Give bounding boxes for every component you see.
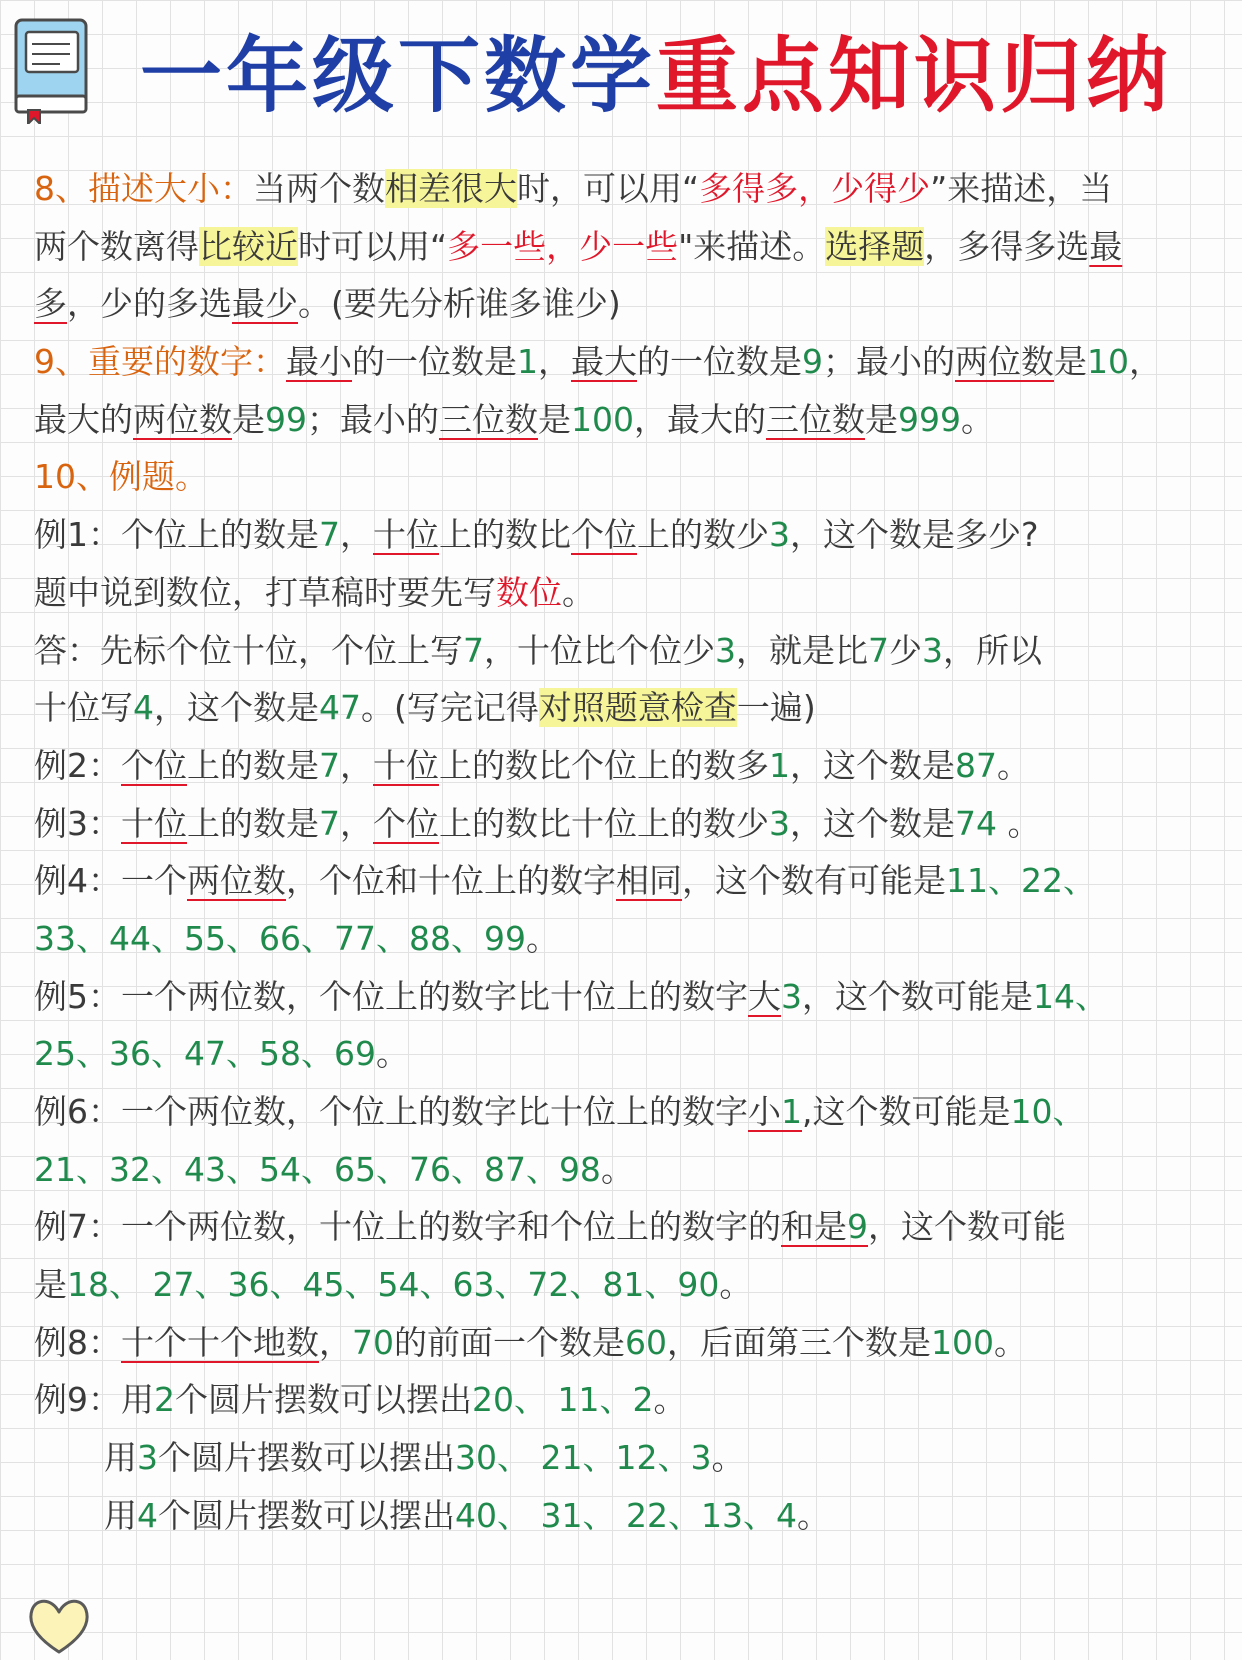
number: 70: [352, 1322, 394, 1362]
example-1-question: [34, 506, 1214, 564]
number-list: 14、: [1033, 976, 1108, 1016]
text: 。: [997, 745, 1030, 785]
text: ；最小的: [823, 342, 955, 382]
text: 例6：一个两位数，个位上的数字比十位上的数字: [34, 1092, 748, 1131]
text: 。: [711, 1438, 745, 1478]
number: 3: [137, 1438, 158, 1478]
text: 。(要先分析谁多谁少): [298, 284, 621, 324]
underline: 十位: [121, 803, 187, 843]
number: 999: [898, 399, 961, 439]
text: ，十位比个位少: [484, 630, 715, 670]
number: 60: [625, 1322, 667, 1362]
number: 7: [463, 630, 484, 670]
text: 个圆片摆数可以摆出: [158, 1438, 455, 1478]
underline: 三位数: [766, 399, 865, 439]
number-list: 11、22、: [946, 861, 1096, 901]
example-6-line-2: [34, 1141, 1214, 1199]
section-9-line-1: [34, 333, 1214, 391]
text: 。: [796, 1495, 830, 1535]
text: 。: [961, 399, 994, 439]
number-list: 21、32、43、54、65、76、87、98: [34, 1149, 601, 1189]
text: 上的数是: [187, 745, 319, 785]
text: ，少的多选: [67, 284, 232, 324]
text: 上的数比个位上的数多: [439, 745, 769, 785]
highlight: 比较近: [199, 226, 298, 266]
example-1-answer-1: [34, 622, 1214, 680]
text: ,这个数可能是: [802, 1092, 1011, 1131]
text: 。: [653, 1380, 687, 1420]
number: 7: [319, 515, 340, 555]
text: "来描述。: [678, 226, 826, 266]
number: 1: [781, 1092, 802, 1131]
text: 的一位数是: [352, 342, 517, 382]
underline: 大: [748, 976, 781, 1016]
text: 例3：: [34, 803, 121, 843]
section-8-line-1: [34, 160, 1214, 218]
underline: 相同: [616, 861, 682, 901]
text: 用: [104, 1495, 137, 1535]
text: 两个数离得: [34, 226, 199, 266]
number: 3: [769, 515, 790, 555]
underline: 十个十个地数: [121, 1322, 319, 1362]
text: ，: [340, 745, 373, 785]
book-icon: [10, 14, 94, 124]
text: 上的数比十位上的数少: [439, 803, 769, 843]
text: ，这个数可能是: [802, 976, 1033, 1016]
number-list: 18、 27、36、45、54、63、72、81、90: [67, 1265, 720, 1305]
underline: 个位: [571, 515, 637, 555]
text: 用: [121, 1380, 154, 1420]
text: 。: [375, 1034, 409, 1074]
number: 3: [781, 976, 802, 1016]
text: ，: [319, 1322, 352, 1362]
example-1-tip: [34, 564, 1214, 622]
example-9-label: 例9：: [34, 1380, 121, 1420]
underline: 最: [1089, 226, 1123, 266]
number-list: 33、44、55、66、77、88、99: [34, 918, 526, 958]
text: ，多得多选: [924, 226, 1090, 266]
text: ；最小的: [307, 399, 439, 439]
text: 个圆片摆数可以摆出: [175, 1380, 472, 1420]
number: 1: [769, 745, 790, 785]
quote: 多一些，少一些: [447, 226, 679, 266]
text: 答：先标个位十位，个位上写: [34, 630, 463, 670]
example-5-line-2: [34, 1025, 1214, 1083]
underline: 两位数: [133, 399, 232, 439]
example-7-line-2: [34, 1256, 1214, 1314]
text: 当两个数: [253, 169, 385, 208]
number: 3: [769, 803, 790, 843]
example-9-row-2: [34, 1429, 1214, 1487]
example-9-row-1: [34, 1371, 1214, 1429]
text: ，这个数是多少?: [790, 515, 1039, 555]
underline: 个位: [121, 745, 187, 785]
section-10-label: 10、例题。: [34, 457, 208, 497]
text: ，: [340, 515, 373, 555]
header: [0, 0, 1242, 150]
text: ，这个数是: [790, 745, 955, 785]
text: ”来描述，当: [930, 169, 1113, 208]
number: 9: [802, 342, 823, 382]
text: ，这个数可能: [868, 1207, 1066, 1247]
section-8-line-3: [34, 275, 1214, 333]
number: 9: [847, 1207, 868, 1247]
section-9-label: 9、重要的数字：: [34, 342, 286, 382]
text: 例2：: [34, 745, 121, 785]
example-9-row-3: [34, 1487, 1214, 1545]
text: 题中说到数位，打草稿时要先写: [34, 572, 496, 612]
example-4-line-2: [34, 910, 1214, 968]
number: 7: [319, 803, 340, 843]
text: ，这个数有可能是: [682, 861, 946, 901]
page-title: [140, 22, 1220, 132]
text: 。: [562, 572, 595, 612]
text: ，就是比: [736, 630, 868, 670]
underline: 和是: [781, 1207, 847, 1247]
text: 上的数少: [637, 515, 769, 555]
text: 例1：个位上的数是: [34, 515, 319, 555]
content: [34, 160, 1214, 1545]
text: 用: [104, 1438, 137, 1478]
underline: 最少: [232, 284, 298, 324]
text: ，这个数是: [790, 803, 955, 843]
number: 10: [1087, 342, 1129, 382]
text: 例4：一个: [34, 861, 187, 901]
text: 个圆片摆数可以摆出: [158, 1495, 455, 1535]
example-4-line-1: [34, 852, 1214, 910]
number: 7: [319, 745, 340, 785]
text: 时，可以用“: [517, 169, 700, 208]
text: 是: [538, 399, 571, 439]
text: 。(写完记得: [361, 688, 539, 728]
number: 47: [319, 688, 361, 728]
text: 的前面一个数是: [394, 1322, 625, 1362]
text: 是: [1054, 342, 1087, 382]
text: 例8：: [34, 1322, 121, 1362]
text: ，个位和十位上的数字: [286, 861, 616, 901]
number: 100: [571, 399, 634, 439]
underline: 多: [34, 284, 67, 324]
text: 最大的: [34, 399, 133, 439]
number: 74: [955, 803, 997, 843]
number: 3: [922, 630, 943, 670]
number-list: 20、 11、2: [472, 1380, 654, 1420]
number: 4: [133, 688, 154, 728]
text: 是: [232, 399, 265, 439]
underline: 三位数: [439, 399, 538, 439]
text: 上的数是: [187, 803, 319, 843]
text: 十位写: [34, 688, 133, 728]
example-3: [34, 795, 1214, 853]
text: ，这个数是: [154, 688, 319, 728]
number: 100: [931, 1322, 994, 1362]
title-part-1: 一年级下数学: [140, 29, 657, 124]
text: 。: [994, 1322, 1027, 1362]
text: 。: [525, 918, 559, 958]
text: ，: [340, 803, 373, 843]
example-5-line-1: [34, 968, 1214, 1026]
number-list: 30、 21、12、3: [455, 1438, 712, 1478]
example-8: [34, 1314, 1214, 1372]
text: 是: [34, 1265, 67, 1305]
text: 例7：一个两位数，十位上的数字和个位上的数字的: [34, 1207, 781, 1247]
title-part-2: 重点知识归纳: [656, 29, 1173, 124]
text: 少: [889, 630, 922, 670]
underline: 两位数: [187, 861, 286, 901]
number: 3: [715, 630, 736, 670]
text: 。: [997, 803, 1041, 843]
text: 是: [865, 399, 898, 439]
number: 1: [517, 342, 538, 382]
example-7-line-1: [34, 1198, 1214, 1256]
text: 上的数比: [439, 515, 571, 555]
underline: 十位: [373, 515, 439, 555]
example-1-answer-2: [34, 679, 1214, 737]
highlight: 对照题意检查: [538, 688, 737, 728]
section-8-line-2: [34, 218, 1214, 276]
example-2: [34, 737, 1214, 795]
number: 4: [137, 1495, 158, 1535]
number: 2: [154, 1380, 175, 1420]
underline: 两位数: [955, 342, 1054, 382]
text: ，: [1129, 342, 1162, 382]
underline: 十位: [373, 745, 439, 785]
underline: 小: [748, 1092, 781, 1131]
example-6-line-1: [34, 1083, 1214, 1141]
heart-icon: [24, 1592, 94, 1656]
text: ，: [538, 342, 571, 382]
underline: 个位: [373, 803, 439, 843]
quote: 多得多，少得少: [699, 169, 931, 208]
text: 的一位数是: [637, 342, 802, 382]
section-8-label: 8、描述大小：: [34, 169, 253, 208]
text: 时可以用“: [298, 226, 448, 266]
underline: 最大: [571, 342, 637, 382]
emphasis: 数位: [496, 572, 562, 612]
number-list: 40、 31、 22、13、4: [455, 1495, 797, 1535]
text: 例5：一个两位数，个位上的数字比十位上的数字: [34, 976, 748, 1016]
text: 一遍): [736, 688, 816, 728]
number: 7: [868, 630, 889, 670]
number-list: 10、: [1010, 1092, 1086, 1131]
underline: 最小: [286, 342, 352, 382]
section-9-line-2: [34, 391, 1214, 449]
highlight: 相差很大: [385, 169, 517, 208]
text: ，最大的: [634, 399, 766, 439]
highlight: 选择题: [825, 226, 925, 266]
text: 。: [600, 1149, 634, 1189]
number: 87: [955, 745, 997, 785]
text: 。: [719, 1265, 753, 1305]
text: ，所以: [943, 630, 1042, 670]
text: ，后面第三个数是: [667, 1322, 931, 1362]
number-list: 25、36、47、58、69: [34, 1034, 376, 1074]
number: 99: [265, 399, 307, 439]
